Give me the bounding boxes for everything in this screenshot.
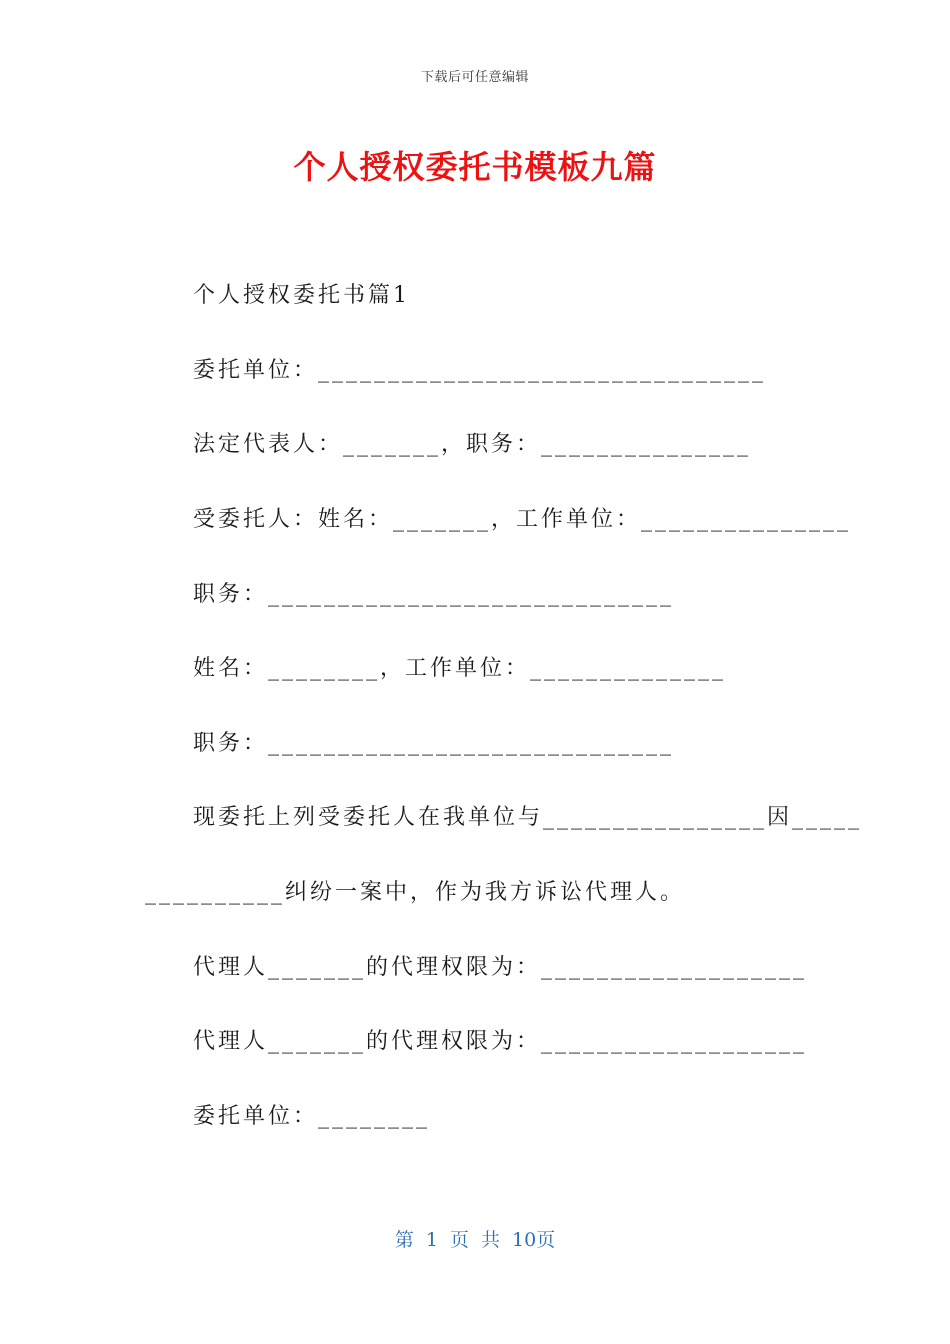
section-heading: 个人授权委托书篇1	[193, 283, 410, 308]
paragraph-line: 委托单位：________	[193, 1104, 431, 1129]
header-note: 下载后可任意编辑	[420, 70, 529, 85]
document-title: 个人授权委托书模板九篇	[293, 148, 657, 186]
paragraph-line: 代理人_______的代理权限为：___________________	[193, 1029, 808, 1054]
paragraph-line: __________纠纷一案中，作为我方诉讼代理人。	[145, 880, 686, 905]
paragraph-line: 姓名：________，工作单位：______________	[193, 656, 727, 681]
page-footer: 第 1 页 共 10页	[394, 1229, 556, 1251]
paragraph-line: 受委托人：姓名：_______，工作单位：_______________	[193, 507, 852, 532]
paragraph-line: 法定代表人：_______，职务：_______________	[193, 432, 752, 457]
paragraph-line: 职务：_____________________________	[193, 731, 675, 756]
paragraph-line: 委托单位：________________________________	[193, 358, 767, 383]
paragraph-line: 职务：_____________________________	[193, 582, 675, 607]
paragraph-line: 代理人_______的代理权限为：___________________	[193, 955, 808, 980]
paragraph-line: 现委托上列受委托人在我单位与________________因_____	[193, 805, 863, 830]
